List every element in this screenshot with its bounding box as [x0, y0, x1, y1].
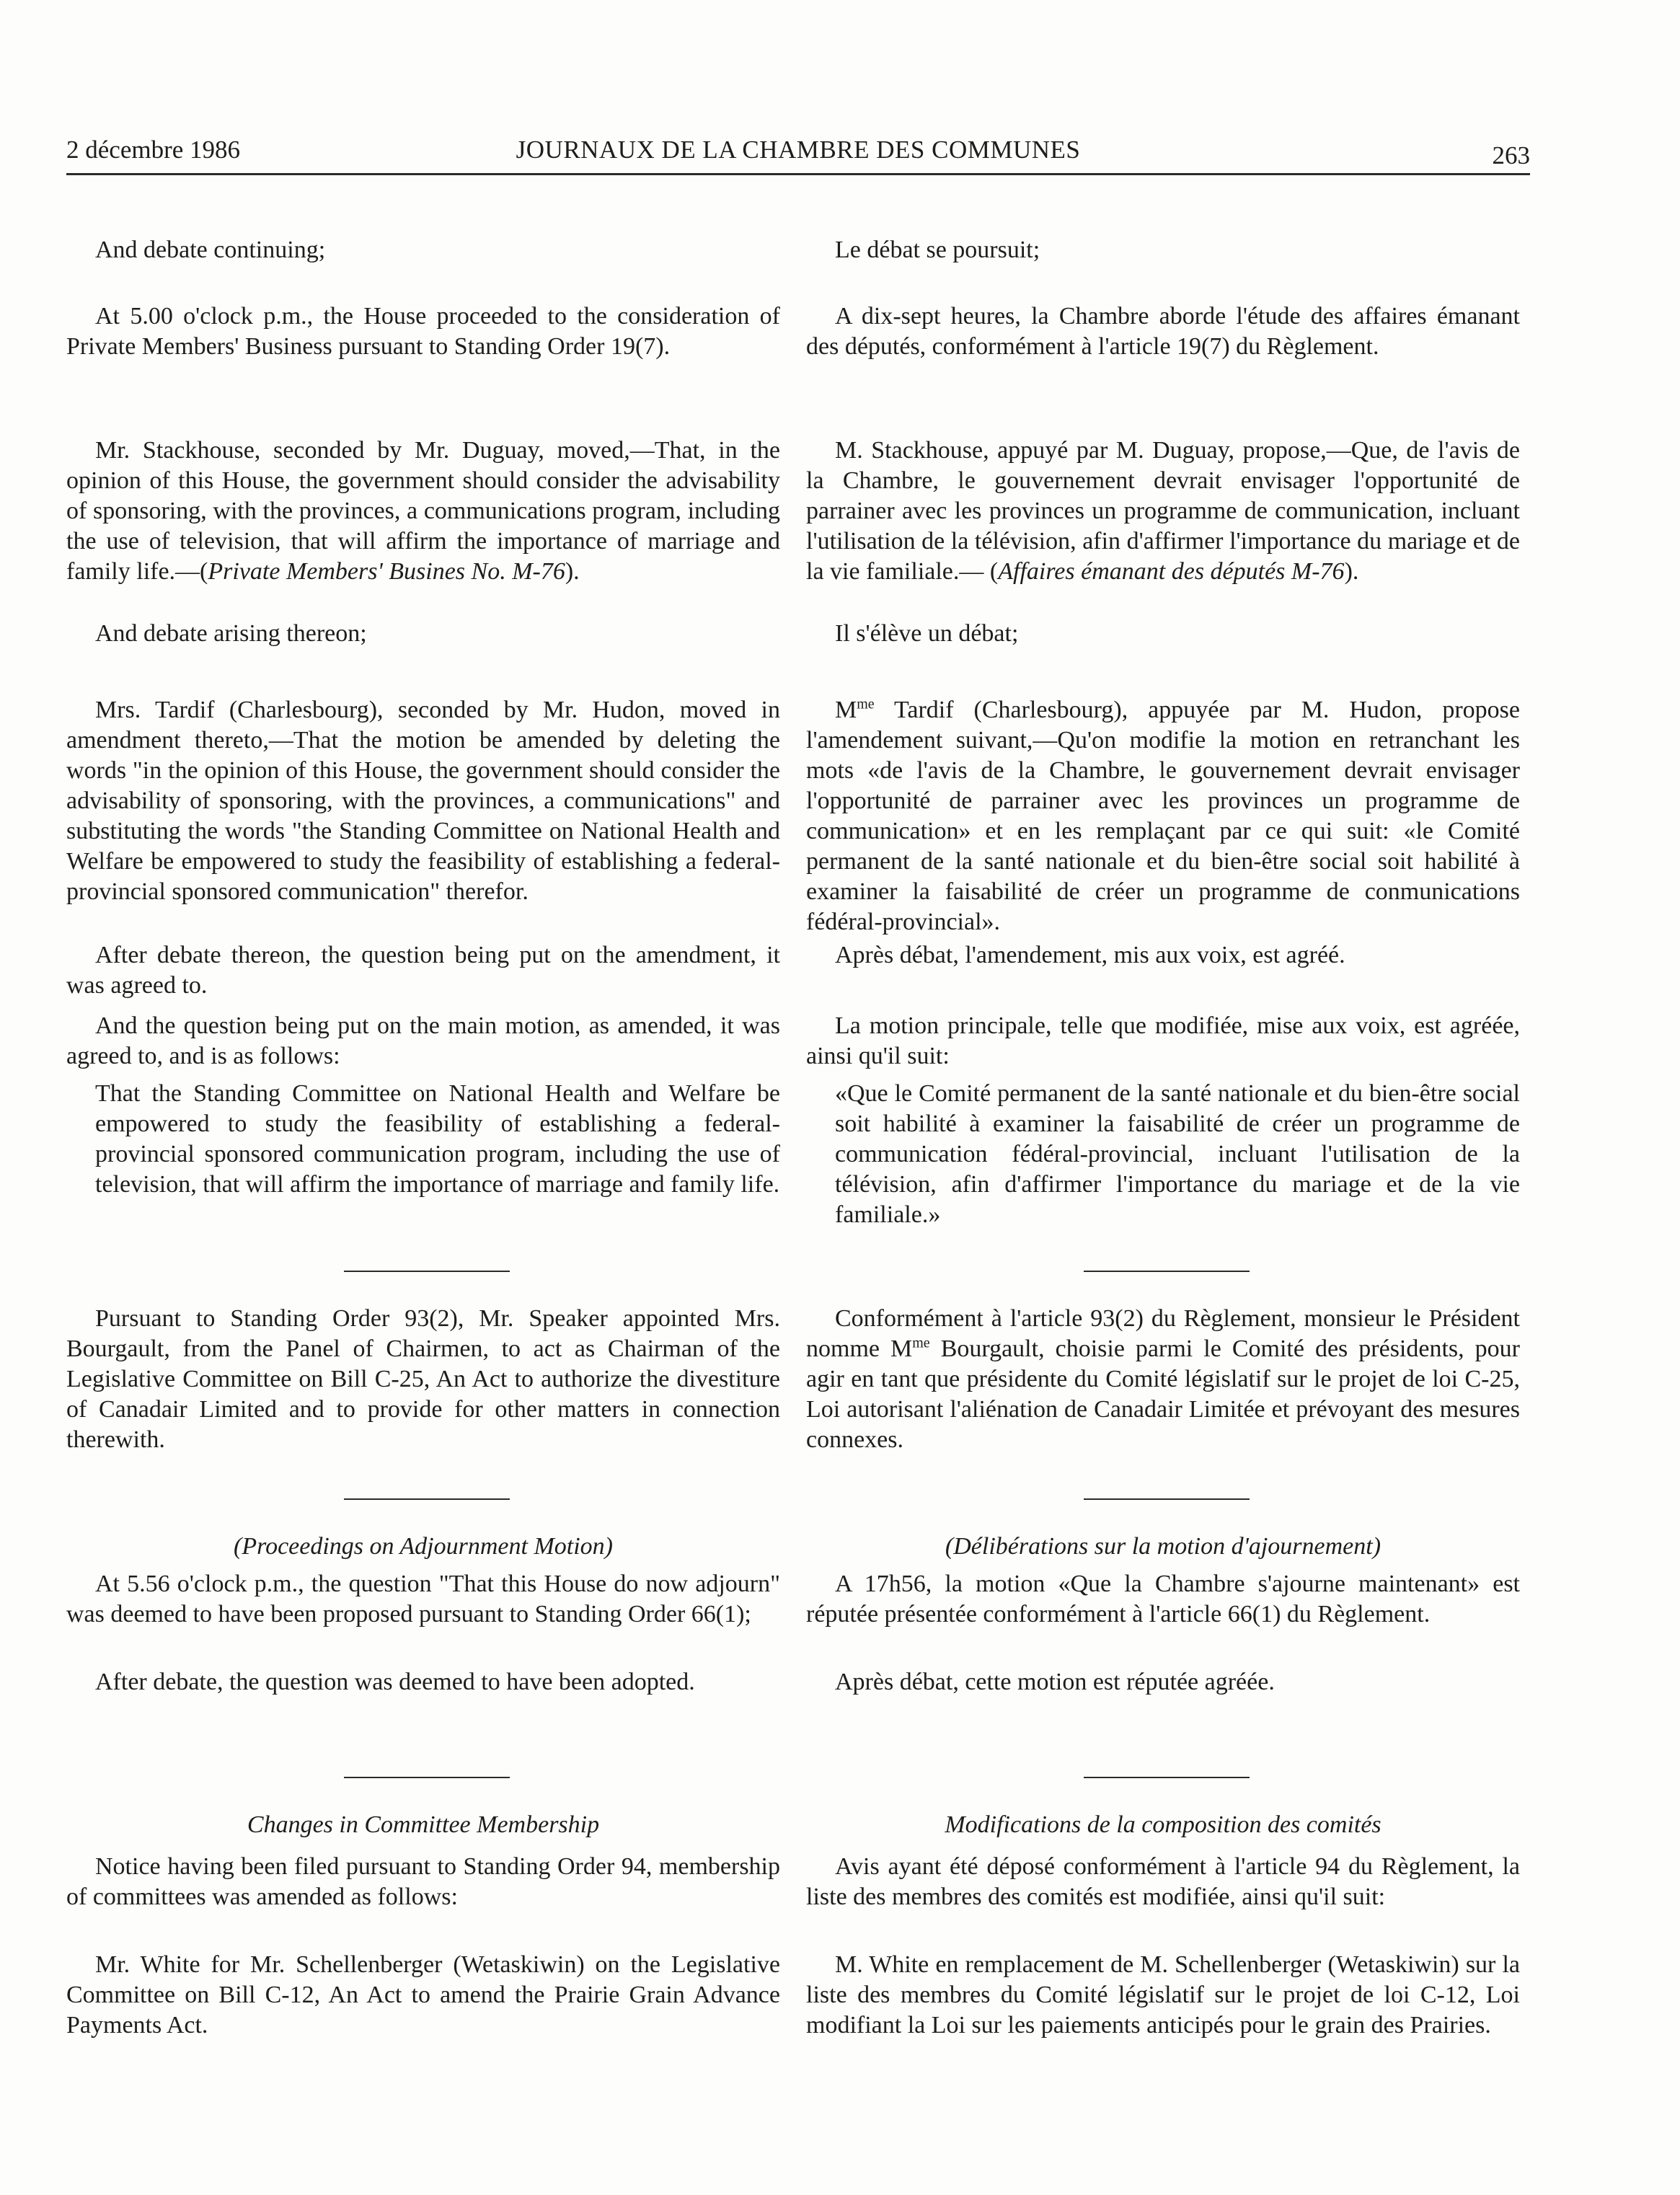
fr-motion-text: «Que le Comité permanent de la santé nationale et du bien-être social soit habilité à examiner la faisabilité de créer un programme de communication fédéral-provincial, incluant l'utilisation de la télévision, afin d'affirmer l'importance du mariage et de la vie familiale.»	[835, 1080, 1520, 1228]
en-notice-filed: Notice having been filed pursuant to Standing Order 94, membership of committees was amended as follows:	[66, 1853, 780, 1910]
en-amendment-agreed: After debate thereon, the question being put on the amendment, it was agreed to.	[66, 942, 780, 999]
running-header	[66, 134, 1530, 175]
en-stackhouse-motion: Mr. Stackhouse, seconded by Mr. Duguay, moved,—That, in the opinion of this House, the government should consider the advisability of sponsoring, with the provinces, a communications program, including the use of television, that will affirm the importance of marriage and family life.—(Private Members' Busines No. M-76).	[66, 437, 780, 585]
en-membership-change: Mr. White for Mr. Schellenberger (Wetaskiwin) on the Legislative Committee on Bill C-12, An Act to amend the Prairie Grain Advance Payments Act.	[66, 1951, 780, 2039]
section-divider	[1084, 1271, 1250, 1272]
section-divider	[344, 1777, 510, 1778]
fr-ajournement-agree: Après débat, cette motion est réputée agréée.	[835, 1669, 1275, 1695]
fr-motion-principale: La motion principale, telle que modifiée, mise aux voix, est agréée, ainsi qu'il suit:	[806, 1012, 1520, 1069]
page-number: 263	[1492, 141, 1530, 169]
en-adjournment-heading: (Proceedings on Adjournment Motion)	[234, 1533, 613, 1560]
en-main-motion-agreed: And the question being put on the main motion, as amended, it was agreed to, and is as follows:	[66, 1012, 780, 1069]
fr-amendement-agree: Après débat, l'amendement, mis aux voix, est agréé.	[835, 942, 1345, 968]
fr-avis-depose: Avis ayant été déposé conformément à l'article 94 du Règlement, la liste des membres des comités est modifiée, ainsi qu'il suit:	[806, 1853, 1520, 1910]
header-date: 2 décembre 1986	[66, 136, 241, 164]
en-debate-continuing: And debate continuing;	[95, 237, 326, 263]
en-debate-arising: And debate arising thereon;	[95, 620, 367, 647]
en-private-members-business: At 5.00 o'clock p.m., the House proceeded to the consideration of Private Members' Business pursuant to Standing Order 19(7).	[66, 303, 780, 360]
en-speaker-appointment: Pursuant to Standing Order 93(2), Mr. Speaker appointed Mrs. Bourgault, from the Panel of Chairmen, to act as Chairman of the Legislative Committee on Bill C-25, An Act to authorize the divestiture of Canadair Limited and to provide for other matters in connection therewith.	[66, 1305, 780, 1453]
section-divider	[344, 1271, 510, 1272]
en-motion-text: That the Standing Committee on National Health and Welfare be empowered to study the feasibility of establishing a federal-provincial sponsored communication program, including the use of television, that will affirm the importance of marriage and family life.	[95, 1080, 780, 1198]
fr-ajournement-motion: A 17h56, la motion «Que la Chambre s'ajourne maintenant» est réputée présentée conformément à l'article 66(1) du Règlement.	[806, 1571, 1520, 1628]
en-adjournment-adopted: After debate, the question was deemed to have been adopted.	[95, 1669, 695, 1695]
fr-affaires-deputes: A dix-sept heures, la Chambre aborde l'étude des affaires émanant des députés, conformément à l'article 19(7) du Règlement.	[806, 303, 1520, 360]
section-divider	[1084, 1498, 1250, 1500]
fr-comites-heading: Modifications de la composition des comités	[945, 1811, 1381, 1838]
fr-stackhouse-motion: M. Stackhouse, appuyé par M. Duguay, propose,—Que, de l'avis de la Chambre, le gouvernement devrait envisager l'opportunité de parrainer avec les provinces un programme de communication, incluant l'utilisation de la télévision, afin d'affirmer l'importance du mariage et de la vie familiale.— (Affaires émanant des députés M-76).	[806, 437, 1520, 585]
fr-membre-remplacement: M. White en remplacement de M. Schellenberger (Wetaskiwin) sur la liste des membres du Comité législatif sur le projet de loi C-12, Loi modifiant la Loi sur les paiements anticipés pour le grain des Prairies.	[806, 1951, 1520, 2039]
en-committee-heading: Changes in Committee Membership	[247, 1811, 600, 1838]
journal-title: JOURNAUX DE LA CHAMBRE DES COMMUNES	[516, 136, 1081, 164]
fr-debat-poursuit: Le débat se poursuit;	[835, 237, 1040, 263]
fr-tardif-amendement: $M^{me}$ Tardif (Charlesbourg), appuyée par M. Hudon, propose l'amendement suivant,—Qu'on modifie la motion en retranchant les mots «de l'avis de la Chambre, le gouvernement devrait envisager l'opportunité de parrainer avec les provinces un programme de communication» et en les remplaçant par ce qui suit: «le Comité permanent de la santé nationale et du bien-être social soit habilité à examiner la faisabilité de créer un programme de conmunications fédéral-provincial».	[806, 696, 1520, 935]
en-tardif-amendment: Mrs. Tardif (Charlesbourg), seconded by Mr. Hudon, moved in amendment thereto,—That the motion be amended by deleting the words "in the opinion of this House, the government should consider the advisability of sponsoring, with the provinces, a communications" and substituting the words "the Standing Committee on National Health and Welfare be empowered to study the feasibility of establishing a federal-provincial sponsored communication" therefor.	[66, 697, 780, 905]
fr-debat-eleve: Il s'élève un débat;	[835, 620, 1019, 647]
en-adjournment-question: At 5.56 o'clock p.m., the question "That this House do now adjourn" was deemed to have been proposed pursuant to Standing Order 66(1);	[66, 1571, 780, 1628]
fr-nomination-presidente: Conformément à l'article 93(2) du Règlement, monsieur le Président nomme $M^{me}$ Bourgault, choisie parmi le Comité des présidents, pour agir en tant que présidente du Comité législatif sur le projet de loi C-25, Loi autorisant l'aliénation de Canadair Limitée et prévoyant des mesures connexes.	[806, 1305, 1520, 1453]
section-divider	[344, 1498, 510, 1500]
fr-ajournement-heading: (Délibérations sur la motion d'ajournement)	[945, 1533, 1381, 1560]
section-divider	[1084, 1777, 1250, 1778]
